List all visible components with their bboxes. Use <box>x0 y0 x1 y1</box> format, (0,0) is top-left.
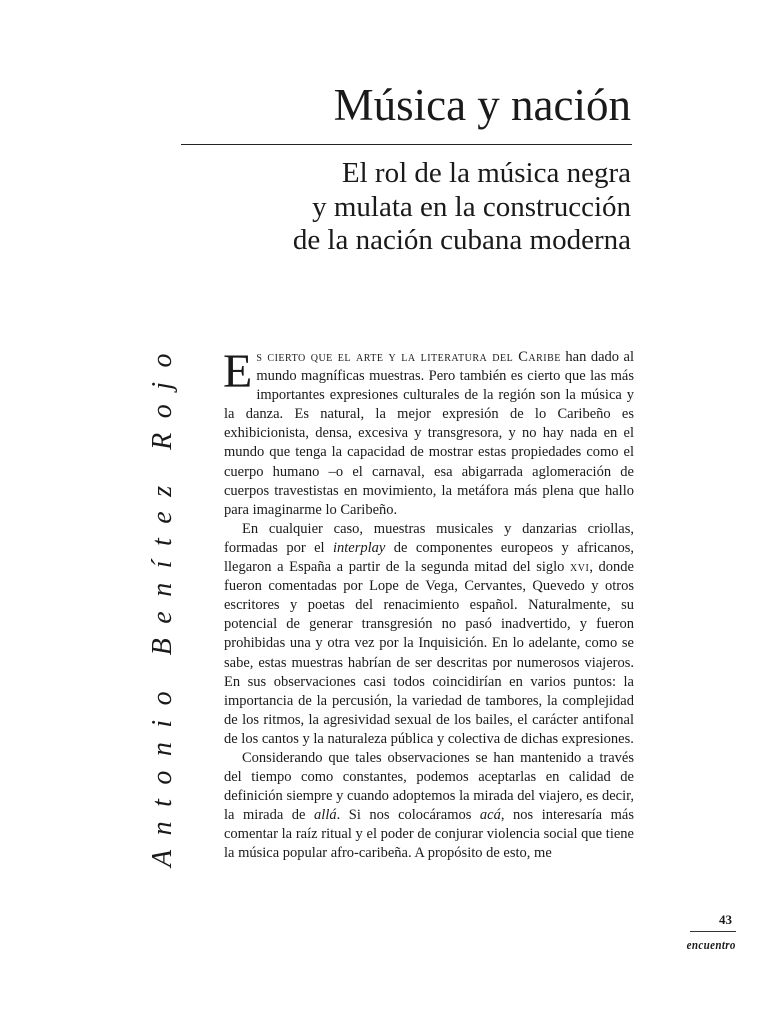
paragraph-text: Considerando que tales observaciones se han mantenido a través del tiempo como constantes, podemos aceptarlas en calidad de definición siempre y cuando adoptemos la mirada del viajero, es decir, la mirada de <box>224 749 634 824</box>
page-number: 43 <box>719 912 732 927</box>
century-numeral: xvi <box>570 559 590 576</box>
paragraph-text: de componentes europeos y africanos, llegaron a España a partir de la segunda mitad del siglo <box>224 539 634 576</box>
paragraph-text: , donde fueron comentadas por Lope de Vega, Cervantes, Quevedo y otros escritores y poetas del renacimiento español. Naturalmente, su potencial de generar transgresión no pasó inadvertido, y fueron prohibidas una y otra vez por la Inquisición. En lo adelante, como se sabe, estas muestras habrían de ser descritas por numerosos viajeros. En sus observaciones casi todos coincidirían en varios puntos: la importancia de la percusión, la variedad de tambores, la complejidad de los ritmos, la agresividad sexual de los bailes, el carácter antifonal de los cantos y la naturaleza pública y colectiva de dichas expresiones. <box>224 559 634 747</box>
opening-small-caps: s cierto que el arte y la literatura del Caribe <box>256 349 561 365</box>
paragraph <box>224 520 634 749</box>
italic-term: interplay <box>333 539 386 556</box>
paragraph <box>223 345 634 520</box>
footer-divider <box>690 931 736 932</box>
title-divider <box>181 144 632 145</box>
paragraph-text: En cualquier caso, muestras musicales y danzarias criollas, formadas por el <box>224 520 634 556</box>
subtitle-line: y mulata en la construcción <box>312 190 631 223</box>
italic-term: allá <box>314 807 337 824</box>
paragraph-text: , nos interesaría más comentar la raíz ritual y el poder de conjurar violencia social que tiene la música popular afro-caribeña. A propósito de esto, me <box>224 807 634 862</box>
subtitle-line: de la nación cubana moderna <box>292 224 631 256</box>
article-title: Música y nación <box>333 80 631 130</box>
drop-cap: E <box>223 345 253 398</box>
paragraph-text: . Si nos colocáramos <box>336 807 480 824</box>
author-name: Antonio Benítez Rojo <box>147 339 178 867</box>
article-subtitle <box>293 157 631 258</box>
paragraph <box>224 749 634 864</box>
article-body <box>223 345 634 864</box>
journal-name: encuentro <box>686 937 736 952</box>
italic-term: acá <box>479 807 501 824</box>
subtitle-line: El rol de la música negra <box>341 157 631 189</box>
paragraph-text: han dado al mundo magníficas muestras. Pero también es cierto que las más importantes expresiones culturales de la región son la música y la danza. Es natural, la mejor expresión de lo Caribeño es exhibicionista, densa, excesiva y transgresora, y no hay nada en el mundo que tenga la capacidad de mostrar estas propiedades como el cuerpo humano –o el carnaval, esa abigarrada aglomeración de cuerpos travestistas en movimiento, la metáfora más plena que hallo para imaginarme lo Caribeño. <box>224 349 634 518</box>
